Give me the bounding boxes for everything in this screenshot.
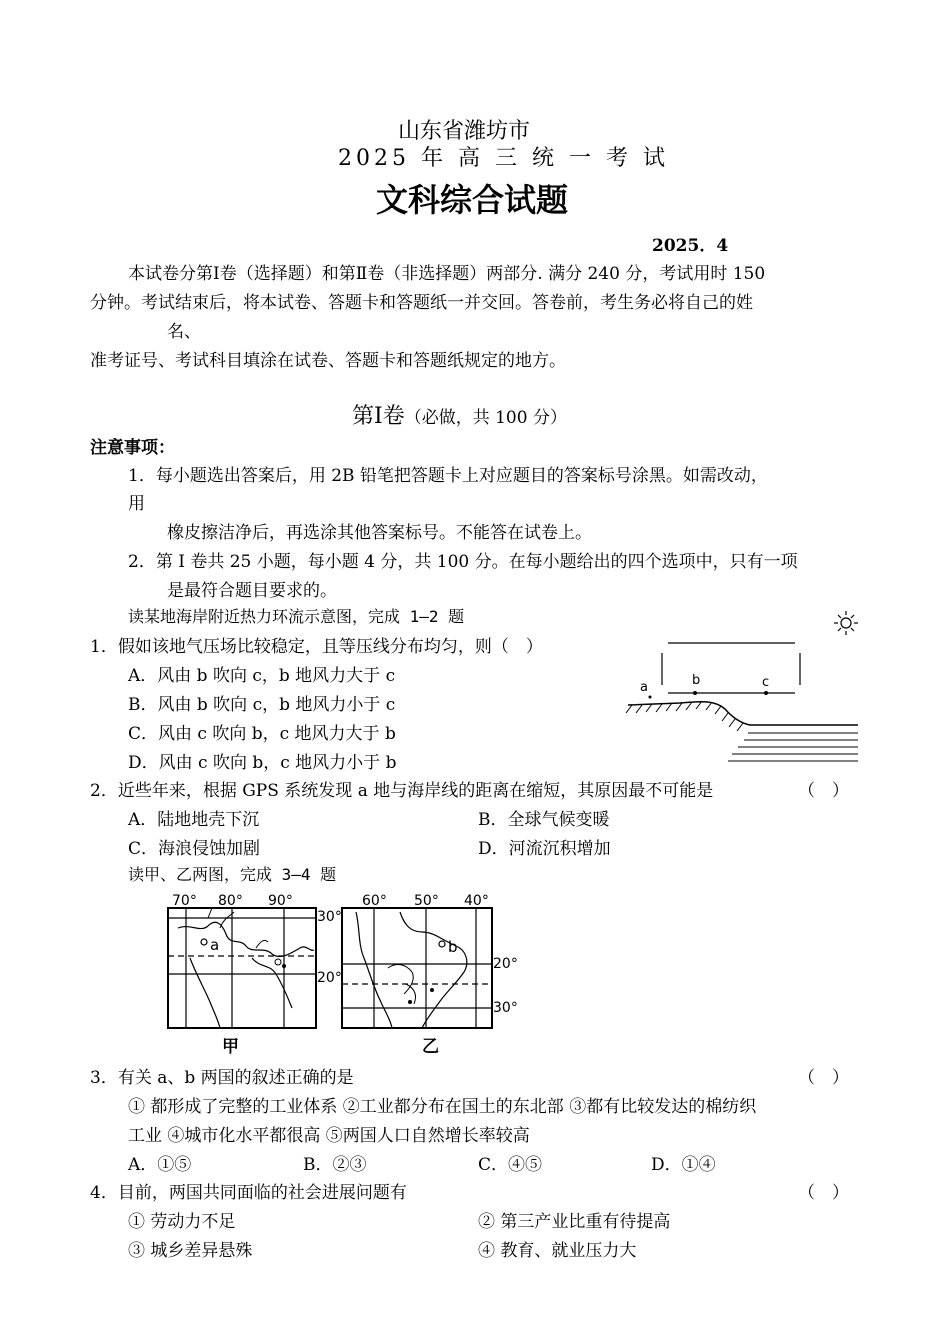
read-instruction-1: 读某地海岸附近热力环流示意图，完成 1—2 题 [128,607,465,626]
q4-stem: 4．目前，两国共同面临的社会进展问题有 [90,1183,407,1203]
header-line2: 2025 年 高 三 统 一 考 试 [338,146,669,171]
map-jia-lat-30: 30° [317,909,342,925]
map-jia-lon-80: 80° [218,893,243,909]
point-b-marker [693,691,697,695]
map-yi-lat-30: 30° [493,1000,518,1016]
intro-line2: 分钟。考试结束后，将本试卷、答题卡和答题纸一并交回。答卷前，考生务必将自己的姓 [90,293,753,313]
intro-line1: 本试卷分第Ⅰ卷（选择题）和第Ⅱ卷（非选择题）两部分. 满分 240 分，考试用时 150 [128,264,766,284]
map-yi-lon-40: 40° [464,893,489,909]
q3-statements-line1: ① 都形成了完整的工业体系 ②工业都分布在国土的东北部 ③都有比较发达的棉纺织 [128,1097,757,1117]
q2-option-a: A．陆地地壳下沉 [128,810,260,830]
point-a-marker [649,696,652,699]
point-c-marker [764,691,768,695]
q4-statement-1: ① 劳动力不足 [128,1212,236,1232]
intro-line3: 名、 [167,322,201,342]
exam-date: 2025．4 [652,236,729,256]
map-jia-lon-70: 70° [172,893,197,909]
map-yi-caption: 乙 [422,1037,439,1057]
coastal-circulation-diagram [620,605,865,770]
exam-title: 文科综合试题 [376,181,569,219]
q3-option-b: B．②③ [303,1155,367,1175]
q1-option-a: A．风由 b 吹向 c，b 地风力大于 c [128,666,396,686]
q3-option-a: A．①⑤ [128,1155,192,1175]
section-title-main: 第Ⅰ卷 [352,404,405,429]
land-hatching [626,701,743,731]
q1-option-d: D．风由 c 吹向 b，c 地风力小于 b [128,753,397,773]
map-jia-point-a: a [210,936,220,954]
map-yi [342,893,518,1057]
note2-line1: 2．第 I 卷共 25 小题，每小题 4 分，共 100 分。在每小题给出的四个选项中，只有一项 [128,552,798,572]
q2-option-d: D．河流沉积增加 [478,839,611,859]
note1-line3: 橡皮擦洁净后，再选涂其他答案标号。不能答在试卷上。 [167,523,592,543]
sun-icon [834,611,858,635]
q2-option-c: C．海浪侵蚀加剧 [128,839,261,859]
q4-statement-2: ② 第三产业比重有待提高 [478,1212,671,1232]
note2-line2: 是最符合题目要求的。 [167,581,337,601]
q3-option-d: D．①④ [651,1155,716,1175]
map-yi-lon-50: 50° [414,893,439,909]
sea-lines [728,733,858,761]
q3-stem: 3．有关 a、b 两国的叙述正确的是 [90,1068,354,1088]
q2-answer-bracket: （ ） [798,781,849,801]
section-title [352,399,567,430]
map-yi-lon-60: 60° [362,893,387,909]
read-instruction-2: 读甲、乙两图，完成 3—4 题 [128,865,337,884]
q4-answer-bracket: （ ） [798,1183,849,1203]
q1-option-b: B．风由 b 吹向 c，b 地风力小于 c [128,695,396,715]
q2-option-b: B．全球气候变暖 [478,810,610,830]
q3-statements-line2: 工业 ④城市化水平都很高 ⑤两国人口自然增长率较高 [128,1126,530,1146]
coastline [628,702,858,725]
note1-line1: 1．每小题选出答案后，用 2B 铅笔把答题卡上对应题目的答案标号涂黑。如需改动， [128,466,768,486]
map-jia-lat-20: 20° [317,970,342,986]
header-line1: 山东省潍坊市 [398,119,531,144]
q4-statement-3: ③ 城乡差异悬殊 [128,1241,253,1261]
q1-stem: 1．假如该地气压场比较稳定，且等压线分布均匀，则（ ） [90,637,543,657]
map-jia-lon-90: 90° [268,893,293,909]
map-jia [168,893,342,1057]
label-b: b [692,673,701,688]
map-yi-lat-20: 20° [493,956,518,972]
q2-stem: 2．近些年来，根据 GPS 系统发现 a 地与海岸线的距离在缩短，其原因最不可能是 [90,781,714,801]
q3-option-c: C．④⑤ [478,1155,543,1175]
q4-statement-4: ④ 教育、就业压力大 [478,1241,637,1261]
map-jia-caption: 甲 [222,1037,239,1057]
maps-figure [160,888,520,1058]
section-title-sub: （必做，共 100 分） [404,408,567,428]
note1-line2: 用 [128,494,145,514]
notes-heading: 注意事项： [90,438,175,458]
q1-option-c: C．风由 c 吹向 b，c 地风力大于 b [128,724,396,744]
map-yi-point-b: b [448,938,458,956]
q3-answer-bracket: （ ） [798,1068,849,1088]
label-c: c [762,675,770,690]
label-a: a [640,680,648,695]
intro-line4: 准考证号、考试科目填涂在试卷、答题卡和答题纸规定的地方。 [90,351,566,371]
